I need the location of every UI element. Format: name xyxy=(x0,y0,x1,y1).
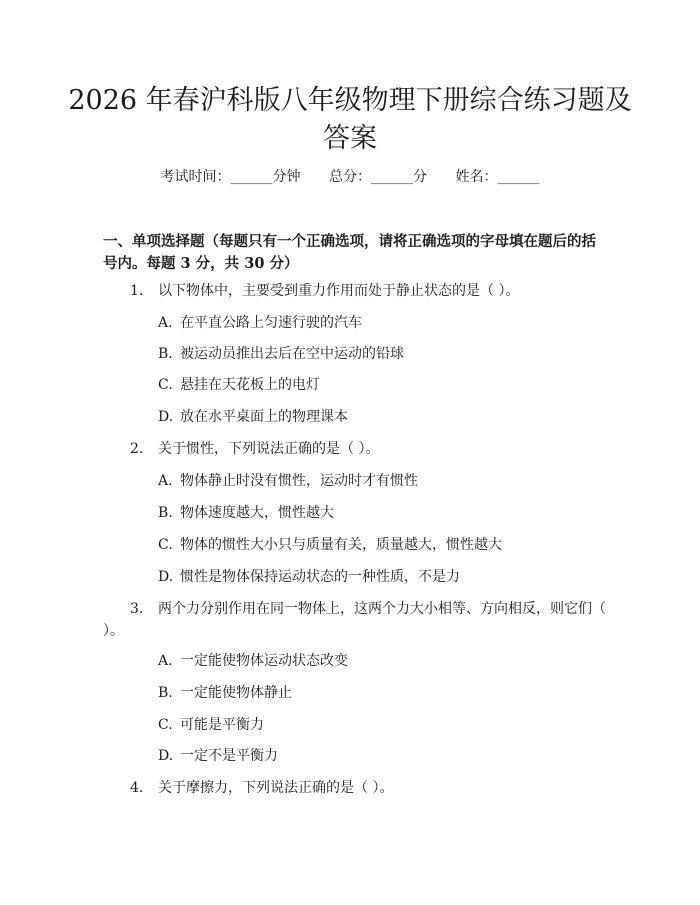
option-text: 物体速度越大，惯性越大 xyxy=(180,505,334,521)
document-title: 2026 年春沪科版八年级物理下册综合练习题及答案 xyxy=(68,85,632,154)
option-letter: C. xyxy=(158,377,173,393)
option-text: 一定能使物体静止 xyxy=(180,685,292,701)
option-text: 在平直公路上匀速行驶的汽车 xyxy=(180,315,362,331)
option-text: 一定能使物体运动状态改变 xyxy=(180,653,348,669)
question-number: 3. xyxy=(130,601,144,617)
option-letter: C. xyxy=(158,537,173,553)
question-2 xyxy=(103,438,613,460)
option-letter: B. xyxy=(158,346,173,362)
option-letter: A. xyxy=(158,315,173,331)
question-1 xyxy=(103,280,613,302)
section-heading: 一、单项选择题（每题只有一个正确选项，请将正确选项的字母填在题后的括号内。每题 3 分，共 30 分） xyxy=(103,233,596,272)
option-letter: A. xyxy=(158,653,173,669)
option-letter: C. xyxy=(158,717,173,733)
option-text: 可能是平衡力 xyxy=(180,717,264,733)
option-letter: B. xyxy=(158,685,173,701)
question-number: 1. xyxy=(130,283,144,299)
question-text: 以下物体中，主要受到重力作用而处于静止状态的是（ ）。 xyxy=(158,283,520,299)
exam-info xyxy=(0,167,700,187)
exam-score: 总分：______分 xyxy=(329,169,427,185)
question-2-option-c xyxy=(158,534,598,556)
question-4 xyxy=(103,777,613,799)
option-text: 放在水平桌面上的物理课本 xyxy=(180,409,348,425)
question-2-option-a xyxy=(158,470,598,492)
question-2-option-d xyxy=(158,566,598,588)
question-text: 关于惯性，下列说法正确的是（ ）。 xyxy=(158,441,380,457)
option-letter: A. xyxy=(158,473,173,489)
question-1-option-b xyxy=(158,343,598,365)
option-text: 物体静止时没有惯性，运动时才有惯性 xyxy=(180,473,418,489)
option-letter: D. xyxy=(158,569,174,585)
question-text: 关于摩擦力，下列说法正确的是（ ）。 xyxy=(158,780,394,796)
question-1-option-d xyxy=(158,406,598,428)
exam-time: 考试时间：______分钟 xyxy=(160,169,301,185)
question-2-option-b xyxy=(158,502,598,524)
option-text: 惯性是物体保持运动状态的一种性质，不是力 xyxy=(180,569,460,585)
question-3 xyxy=(103,598,613,642)
option-letter: D. xyxy=(158,748,174,764)
option-text: 一定不是平衡力 xyxy=(180,748,278,764)
option-text: 被运动员推出去后在空中运动的铅球 xyxy=(180,346,404,362)
question-text: 两个力分别作用在同一物体上，这两个力大小相等、方向相反，则它们（ ）。 xyxy=(103,601,606,639)
question-3-option-a xyxy=(158,650,598,672)
question-3-option-b xyxy=(158,682,598,704)
student-name: 姓名：______ xyxy=(455,169,540,185)
question-number: 2. xyxy=(130,441,144,457)
question-1-option-c xyxy=(158,374,598,396)
question-1-option-a xyxy=(158,312,598,334)
option-letter: D. xyxy=(158,409,174,425)
option-text: 物体的惯性大小只与质量有关，质量越大，惯性越大 xyxy=(180,537,502,553)
question-3-option-c xyxy=(158,714,598,736)
option-letter: B. xyxy=(158,505,173,521)
question-3-option-d xyxy=(158,745,598,767)
question-number: 4. xyxy=(130,780,144,796)
option-text: 悬挂在天花板上的电灯 xyxy=(180,377,320,393)
